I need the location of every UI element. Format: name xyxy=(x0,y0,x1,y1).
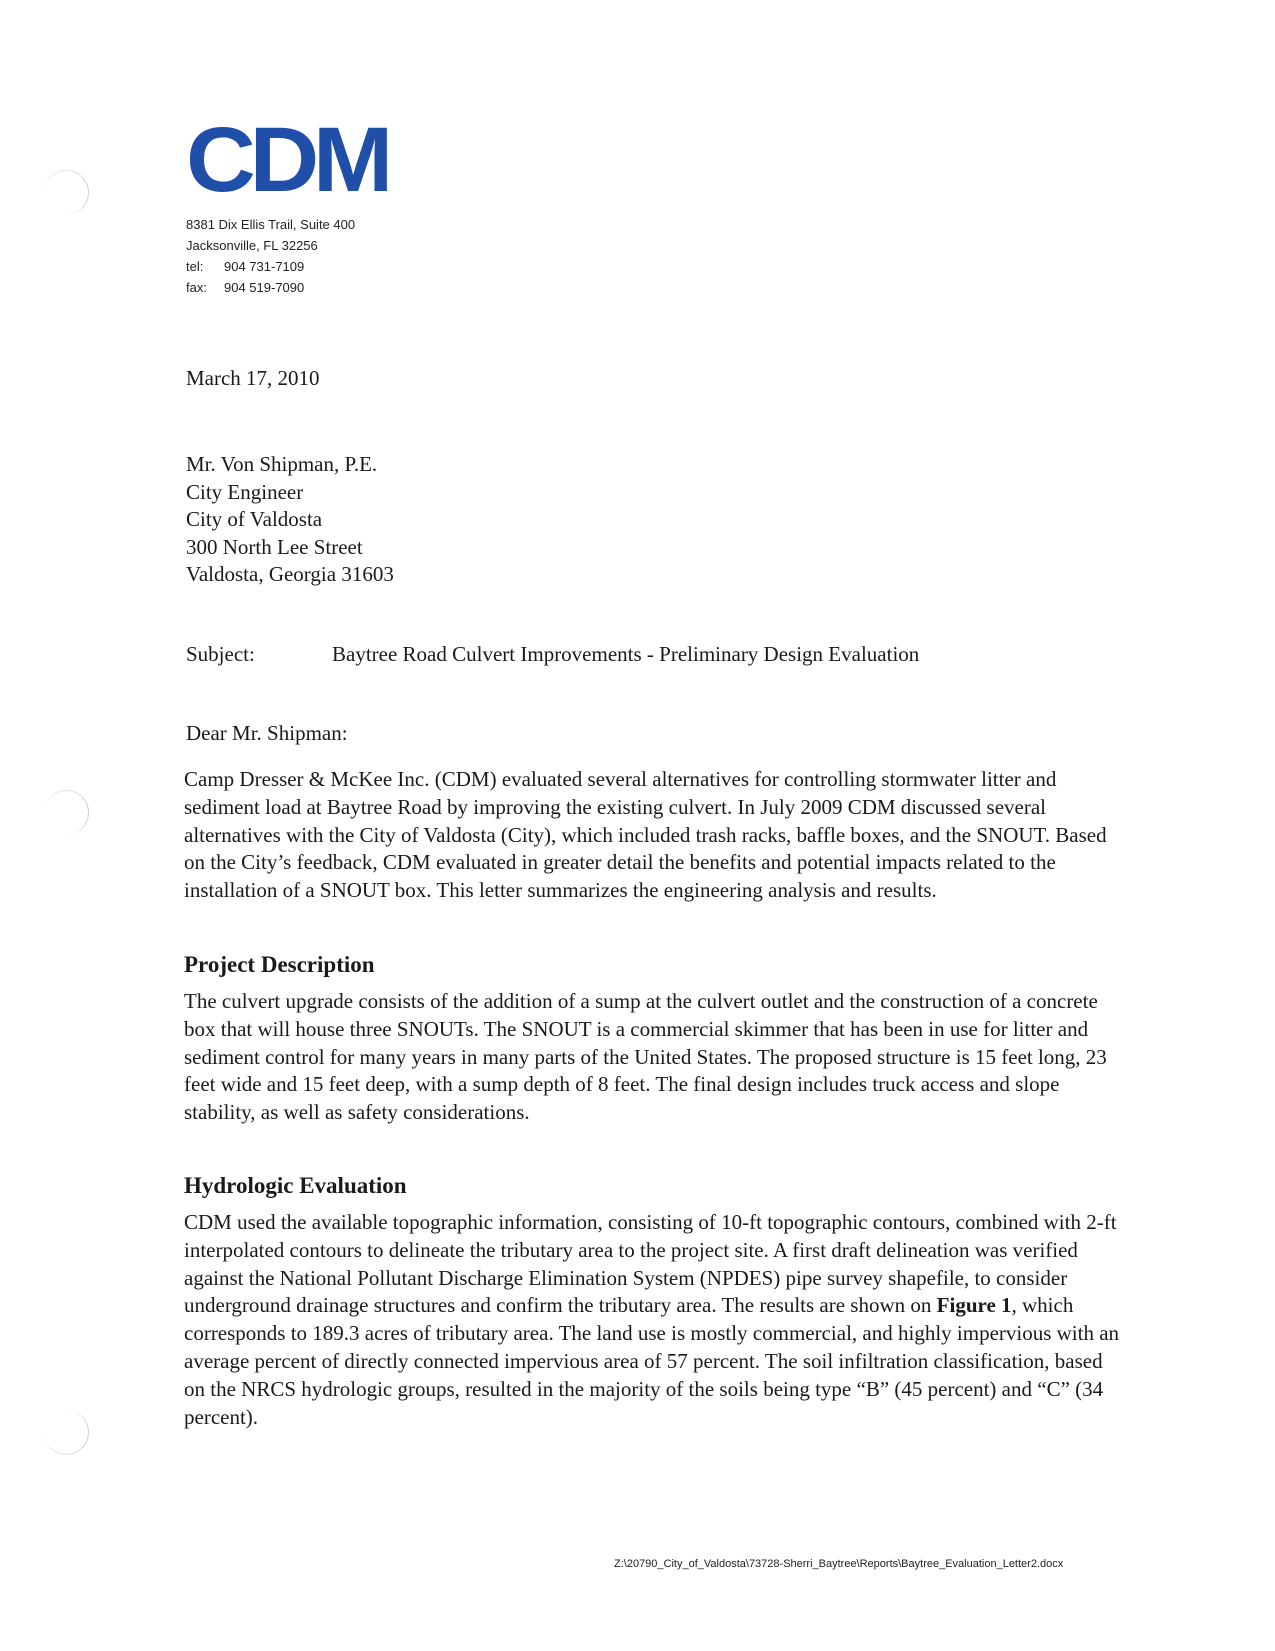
fax-number: 904 519-7090 xyxy=(224,280,305,295)
file-path-footer: Z:\20790_City_of_Valdosta\73728-Sherri_Baytree\Reports\Baytree_Evaluation_Letter2.docx xyxy=(614,1558,1064,1570)
punch-hole-middle xyxy=(44,790,89,835)
address-line-2: Jacksonville, FL 32256 xyxy=(186,238,318,253)
salutation: Dear Mr. Shipman: xyxy=(186,721,348,745)
punch-hole-bottom xyxy=(44,1410,89,1455)
hydrologic-evaluation-paragraph xyxy=(184,1209,1124,1431)
hydrologic-evaluation-heading: Hydrologic Evaluation xyxy=(184,1173,407,1198)
figure-reference: Figure 1 xyxy=(936,1293,1012,1318)
tel-number: 904 731-7109 xyxy=(224,259,305,274)
recipient-org: City of Valdosta xyxy=(186,507,323,531)
project-description-paragraph: The culvert upgrade consists of the addition of a sump at the culvert outlet and the construction of a concrete box that will house three SNOUTs. The SNOUT is a commercial skimmer that has been in use for litter and sediment control for many years in many parts of the United States. The proposed structure is 15 feet long, 23 feet wide and 15 feet deep, with a sump depth of 8 feet. The final design includes truck access and slope stability, as well as safety considerations. xyxy=(184,989,1107,1125)
letterhead-address xyxy=(186,214,355,298)
tel-label: tel: xyxy=(186,259,204,274)
punch-hole-top xyxy=(44,170,89,215)
subject-label: Subject: xyxy=(186,642,255,666)
subject-text: Baytree Road Culvert Improvements - Preliminary Design Evaluation xyxy=(332,642,920,666)
company-logo xyxy=(186,109,398,211)
project-description-heading: Project Description xyxy=(184,952,375,977)
subject-line xyxy=(186,642,919,667)
recipient-city: Valdosta, Georgia 31603 xyxy=(186,562,394,586)
fax-line xyxy=(186,277,355,298)
hydrologic-text-part2: , which corresponds to 189.3 acres of tributary area. The land use is mostly commercial, and highly impervious with an average percent of directly connected impervious area of 57 percent. The soil infiltration classification, based on the NRCS hydrologic groups, resulted in the majority of the soils being type “B” (45 percent) and “C” (34 percent). xyxy=(184,1293,1120,1429)
recipient-block xyxy=(186,451,394,589)
recipient-name: Mr. Von Shipman, P.E. xyxy=(186,452,378,476)
logo-text: CDM xyxy=(186,109,388,211)
letter-date: March 17, 2010 xyxy=(186,366,320,390)
fax-label: fax: xyxy=(186,280,207,295)
recipient-title: City Engineer xyxy=(186,479,304,504)
address-line-1: 8381 Dix Ellis Trail, Suite 400 xyxy=(186,217,356,232)
telephone-line xyxy=(186,256,355,277)
intro-paragraph: Camp Dresser & McKee Inc. (CDM) evaluated several alternatives for controlling stormwater litter and sediment load at Baytree Road by improving the existing culvert. In July 2009 CDM discussed several alternatives with the City of Valdosta (City), which included trash racks, baffle boxes, and the SNOUT. Based on the City’s feedback, CDM evaluated in greater detail the benefits and potential impacts related to the installation of a SNOUT box. This letter summarizes the engineering analysis and results. xyxy=(184,767,1107,903)
recipient-street: 300 North Lee Street xyxy=(186,534,363,559)
hydrologic-text-part1: CDM used the available topographic information, consisting of 10-ft topographic contours, combined with 2-ft interpolated contours to delineate the tributary area to the project site. A first draft delineation was verified against the National Pollutant Discharge Elimination System (NPDES) pipe survey shapefile, to consider underground drainage structures and confirm the tributary area. The results are shown on xyxy=(184,1210,1117,1318)
